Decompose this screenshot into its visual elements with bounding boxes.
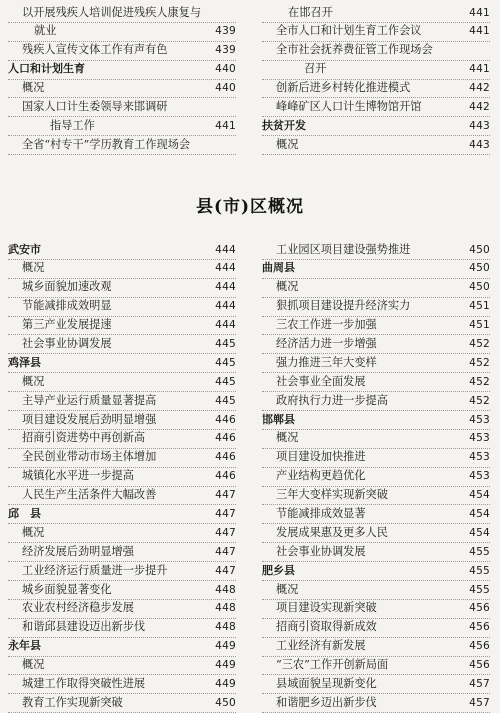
toc-entry-title: 工业经济有新发展	[276, 639, 366, 653]
toc-page-number: 449	[215, 677, 236, 690]
toc-entry	[262, 505, 490, 524]
toc-entry	[8, 260, 236, 279]
toc-page-number: 451	[469, 319, 490, 332]
toc-entry-title: 项目建设实现新突破	[276, 601, 377, 615]
toc-entry-title: 鸡泽县	[8, 355, 41, 369]
toc-entry-title: 经济发展后劲明显增强	[22, 544, 134, 558]
toc-page-number: 457	[469, 677, 490, 690]
toc-entry-title: 概况	[276, 431, 299, 445]
toc-entry-title: 国家人口计生委领导来邯调研	[22, 99, 168, 113]
toc-entry	[262, 694, 490, 713]
toc-page-number: 445	[215, 337, 236, 350]
toc-page-number: 442	[469, 82, 490, 95]
toc-entry-title: 城建工作取得突破性进展	[22, 676, 146, 690]
toc-entry-title: 概况	[276, 582, 299, 596]
toc-entry-title: 狠抓项目建设提升经济实力	[276, 299, 411, 313]
toc-page-number: 452	[469, 394, 490, 407]
toc-entry	[8, 98, 236, 117]
toc-entry	[262, 487, 490, 506]
toc-entry-title: 全市人口和计划生育工作会议	[276, 24, 422, 38]
toc-page-number: 446	[215, 451, 236, 464]
toc-page-number: 453	[469, 413, 490, 426]
toc-entry-title: 召开	[304, 62, 327, 76]
toc-entry	[8, 449, 236, 468]
toc-entry-title: 三年大变样实现新突破	[276, 488, 388, 502]
toc-page-number: 449	[215, 659, 236, 672]
toc-section-entry	[8, 505, 236, 524]
toc-entry	[262, 468, 490, 487]
toc-entry-title: 三农工作进一步加强	[276, 318, 377, 332]
toc-page-number: 446	[215, 432, 236, 445]
toc-page-number: 449	[215, 640, 236, 653]
toc-entry-title: 永年县	[8, 639, 41, 653]
toc-entry-title: 概况	[22, 374, 45, 388]
toc-entry-title: 强力推进三年大变样	[276, 355, 377, 369]
toc-entry	[262, 430, 490, 449]
toc-entry	[8, 581, 236, 600]
toc-entry-title: 和谐肥乡迈出新步伐	[276, 695, 377, 709]
toc-page-number: 444	[215, 281, 236, 294]
toc-entry	[262, 23, 490, 42]
toc-page-number: 440	[215, 82, 236, 95]
toc-entry	[8, 562, 236, 581]
toc-section-entry	[8, 638, 236, 657]
toc-entry	[262, 354, 490, 373]
toc-entry	[8, 335, 236, 354]
toc-page-number: 445	[215, 394, 236, 407]
toc-entry	[8, 543, 236, 562]
toc-entry-title: 人民生产生活条件大幅改善	[22, 488, 157, 502]
toc-entry-title: 经济活力进一步增强	[276, 336, 377, 350]
toc-page-number: 448	[215, 621, 236, 634]
toc-bottom-left-column	[8, 241, 236, 713]
toc-entry	[262, 61, 490, 80]
toc-entry-title: 社会事业协调发展	[276, 544, 366, 558]
toc-page-number: 447	[215, 489, 236, 502]
toc-entry-title: 主导产业运行质量显著提高	[22, 393, 157, 407]
toc-page-number: 439	[215, 25, 236, 38]
toc-page-number: 448	[215, 602, 236, 615]
toc-entry	[262, 335, 490, 354]
toc-page-number: 447	[215, 507, 236, 520]
toc-entry	[262, 373, 490, 392]
toc-page-number: 444	[215, 319, 236, 332]
toc-entry	[8, 600, 236, 619]
toc-entry-title: 概况	[22, 525, 45, 539]
toc-entry	[262, 136, 490, 155]
toc-entry-title: 扶贫开发	[262, 118, 306, 132]
toc-page-number: 444	[215, 300, 236, 313]
toc-page-number: 444	[215, 243, 236, 256]
toc-section-entry	[262, 260, 490, 279]
toc-entry	[8, 657, 236, 676]
toc-entry	[262, 619, 490, 638]
toc-entry-title: 肥乡县	[262, 563, 295, 577]
toc-entry	[262, 241, 490, 260]
toc-page-number: 450	[215, 696, 236, 709]
toc-entry	[8, 317, 236, 336]
toc-page-number: 450	[469, 262, 490, 275]
toc-entry-title: 城镇化水平进一步提高	[22, 469, 134, 483]
toc-page-number: 443	[469, 138, 490, 151]
toc-entry-title: 社会事业全面发展	[276, 374, 366, 388]
toc-page-number: 454	[469, 489, 490, 502]
toc-page-number: 456	[469, 659, 490, 672]
toc-page-number: 447	[215, 526, 236, 539]
toc-page-number: 454	[469, 526, 490, 539]
toc-entry-title: 全省“村专干”学历教育工作现场会	[22, 137, 191, 151]
toc-entry	[8, 373, 236, 392]
toc-entry-title: 人口和计划生育	[8, 62, 85, 76]
toc-page-number: 446	[215, 470, 236, 483]
toc-entry-title: 概况	[276, 137, 299, 151]
toc-entry	[262, 581, 490, 600]
toc-page-number: 445	[215, 375, 236, 388]
toc-entry	[8, 4, 236, 23]
toc-entry-title: 县域面貌呈现新变化	[276, 676, 377, 690]
toc-entry-title: 城乡面貌显著变化	[22, 582, 112, 596]
toc-entry-title: 概况	[276, 280, 299, 294]
toc-entry	[262, 543, 490, 562]
toc-page-number: 453	[469, 432, 490, 445]
toc-page-number: 456	[469, 621, 490, 634]
toc-section-entry	[262, 562, 490, 581]
toc-page-number: 441	[469, 63, 490, 76]
toc-bottom-right-column	[262, 241, 490, 713]
toc-section-entry	[262, 411, 490, 430]
toc-section-entry	[8, 241, 236, 260]
toc-page-number: 452	[469, 337, 490, 350]
toc-entry	[8, 524, 236, 543]
toc-entry	[262, 392, 490, 411]
toc-entry-title: 就业	[34, 24, 57, 38]
toc-entry-title: 和谐邱县建设迈出新步伐	[22, 620, 146, 634]
toc-entry-title: 概况	[22, 81, 45, 95]
toc-entry-title: 第三产业发展提速	[22, 318, 112, 332]
toc-entry	[262, 638, 490, 657]
toc-section-entry	[8, 354, 236, 373]
toc-entry	[8, 298, 236, 317]
toc-entry	[8, 411, 236, 430]
toc-page-number: 456	[469, 640, 490, 653]
toc-top-right-column	[262, 4, 490, 155]
toc-entry	[262, 4, 490, 23]
toc-entry-title: 残疾人宣传文体工作有声有色	[22, 43, 168, 57]
toc-entry	[8, 42, 236, 61]
toc-entry-title: 全市社会抚养费征管工作现场会	[276, 43, 433, 57]
toc-page-number: 456	[469, 602, 490, 615]
toc-entry	[262, 600, 490, 619]
toc-entry-title: 创新后进乡村转化推进模式	[276, 81, 411, 95]
toc-entry-title: “三农”工作开创新局面	[276, 658, 389, 672]
toc-entry-title: 曲周县	[262, 261, 295, 275]
toc-entry	[262, 317, 490, 336]
toc-entry-title: 全民创业带动市场主体增加	[22, 450, 157, 464]
toc-entry-title: 招商引资取得新成效	[276, 620, 377, 634]
toc-entry-title: 产业结构更趋优化	[276, 469, 366, 483]
toc-entry	[262, 449, 490, 468]
toc-page-number: 454	[469, 507, 490, 520]
toc-entry	[8, 619, 236, 638]
toc-entry-title: 工业园区项目建设强势推进	[276, 242, 411, 256]
toc-entry	[262, 98, 490, 117]
toc-page-number: 452	[469, 375, 490, 388]
toc-page-number: 439	[215, 44, 236, 57]
toc-page-number: 452	[469, 356, 490, 369]
toc-entry-title: 邯郸县	[262, 412, 295, 426]
toc-page-number: 440	[215, 63, 236, 76]
toc-entry	[8, 136, 236, 155]
toc-entry-title: 发展成果惠及更多人民	[276, 525, 388, 539]
toc-page-number: 444	[215, 262, 236, 275]
toc-entry	[262, 675, 490, 694]
toc-section-entry	[262, 117, 490, 136]
toc-page-number: 443	[469, 119, 490, 132]
toc-page-number: 455	[469, 583, 490, 596]
toc-page-number: 455	[469, 545, 490, 558]
toc-entry-title: 工业经济运行质量进一步提升	[22, 563, 168, 577]
toc-entry-title: 政府执行力进一步提高	[276, 393, 388, 407]
toc-entry	[8, 430, 236, 449]
toc-entry-title: 在邯召开	[288, 5, 333, 19]
toc-entry	[8, 487, 236, 506]
toc-entry-title: 社会事业协调发展	[22, 336, 112, 350]
toc-page-number: 450	[469, 281, 490, 294]
toc-entry	[262, 42, 490, 61]
toc-page-number: 448	[215, 583, 236, 596]
toc-page-number: 450	[469, 243, 490, 256]
toc-entry	[262, 298, 490, 317]
toc-entry-title: 邱 县	[8, 506, 41, 520]
toc-page-number: 441	[215, 119, 236, 132]
toc-entry-title: 武安市	[8, 242, 41, 256]
toc-entry	[262, 524, 490, 543]
toc-page-number: 441	[469, 6, 490, 19]
toc-entry-title: 城乡面貌加速改观	[22, 280, 112, 294]
toc-page-number: 446	[215, 413, 236, 426]
toc-entry-title: 指导工作	[50, 118, 95, 132]
toc-entry	[8, 80, 236, 99]
toc-entry-title: 概况	[22, 658, 45, 672]
toc-page-number: 447	[215, 545, 236, 558]
toc-entry	[262, 279, 490, 298]
toc-entry-title: 概况	[22, 261, 45, 275]
toc-entry	[8, 23, 236, 42]
toc-entry-title: 以开展残疾人培训促进残疾人康复与	[22, 5, 202, 19]
toc-entry	[262, 80, 490, 99]
toc-page-number: 453	[469, 451, 490, 464]
toc-entry-title: 项目建设发展后劲明显增强	[22, 412, 157, 426]
section-heading: 县(市)区概况	[195, 197, 305, 217]
toc-page-number: 457	[469, 696, 490, 709]
toc-entry	[8, 675, 236, 694]
toc-entry	[8, 117, 236, 136]
toc-page-number: 447	[215, 564, 236, 577]
toc-page-number: 453	[469, 470, 490, 483]
toc-entry	[8, 279, 236, 298]
toc-entry-title: 节能减排成效显著	[276, 506, 366, 520]
toc-entry	[8, 392, 236, 411]
toc-entry-title: 招商引资进势中再创新高	[22, 431, 146, 445]
toc-entry-title: 项目建设加快推进	[276, 450, 366, 464]
toc-entry-title: 教育工作实现新突破	[22, 695, 123, 709]
toc-entry	[262, 657, 490, 676]
toc-entry-title: 节能减排成效明显	[22, 299, 112, 313]
toc-page-number: 445	[215, 356, 236, 369]
toc-entry	[8, 694, 236, 713]
toc-entry-title: 农业农村经济稳步发展	[22, 601, 134, 615]
toc-page-number: 442	[469, 100, 490, 113]
toc-page-number: 441	[469, 25, 490, 38]
toc-entry-title: 峰峰矿区人口计生博物馆开馆	[276, 99, 422, 113]
toc-top-left-column	[8, 4, 236, 155]
toc-page-number: 455	[469, 564, 490, 577]
toc-entry	[8, 468, 236, 487]
toc-section-entry	[8, 61, 236, 80]
toc-page-number: 451	[469, 300, 490, 313]
